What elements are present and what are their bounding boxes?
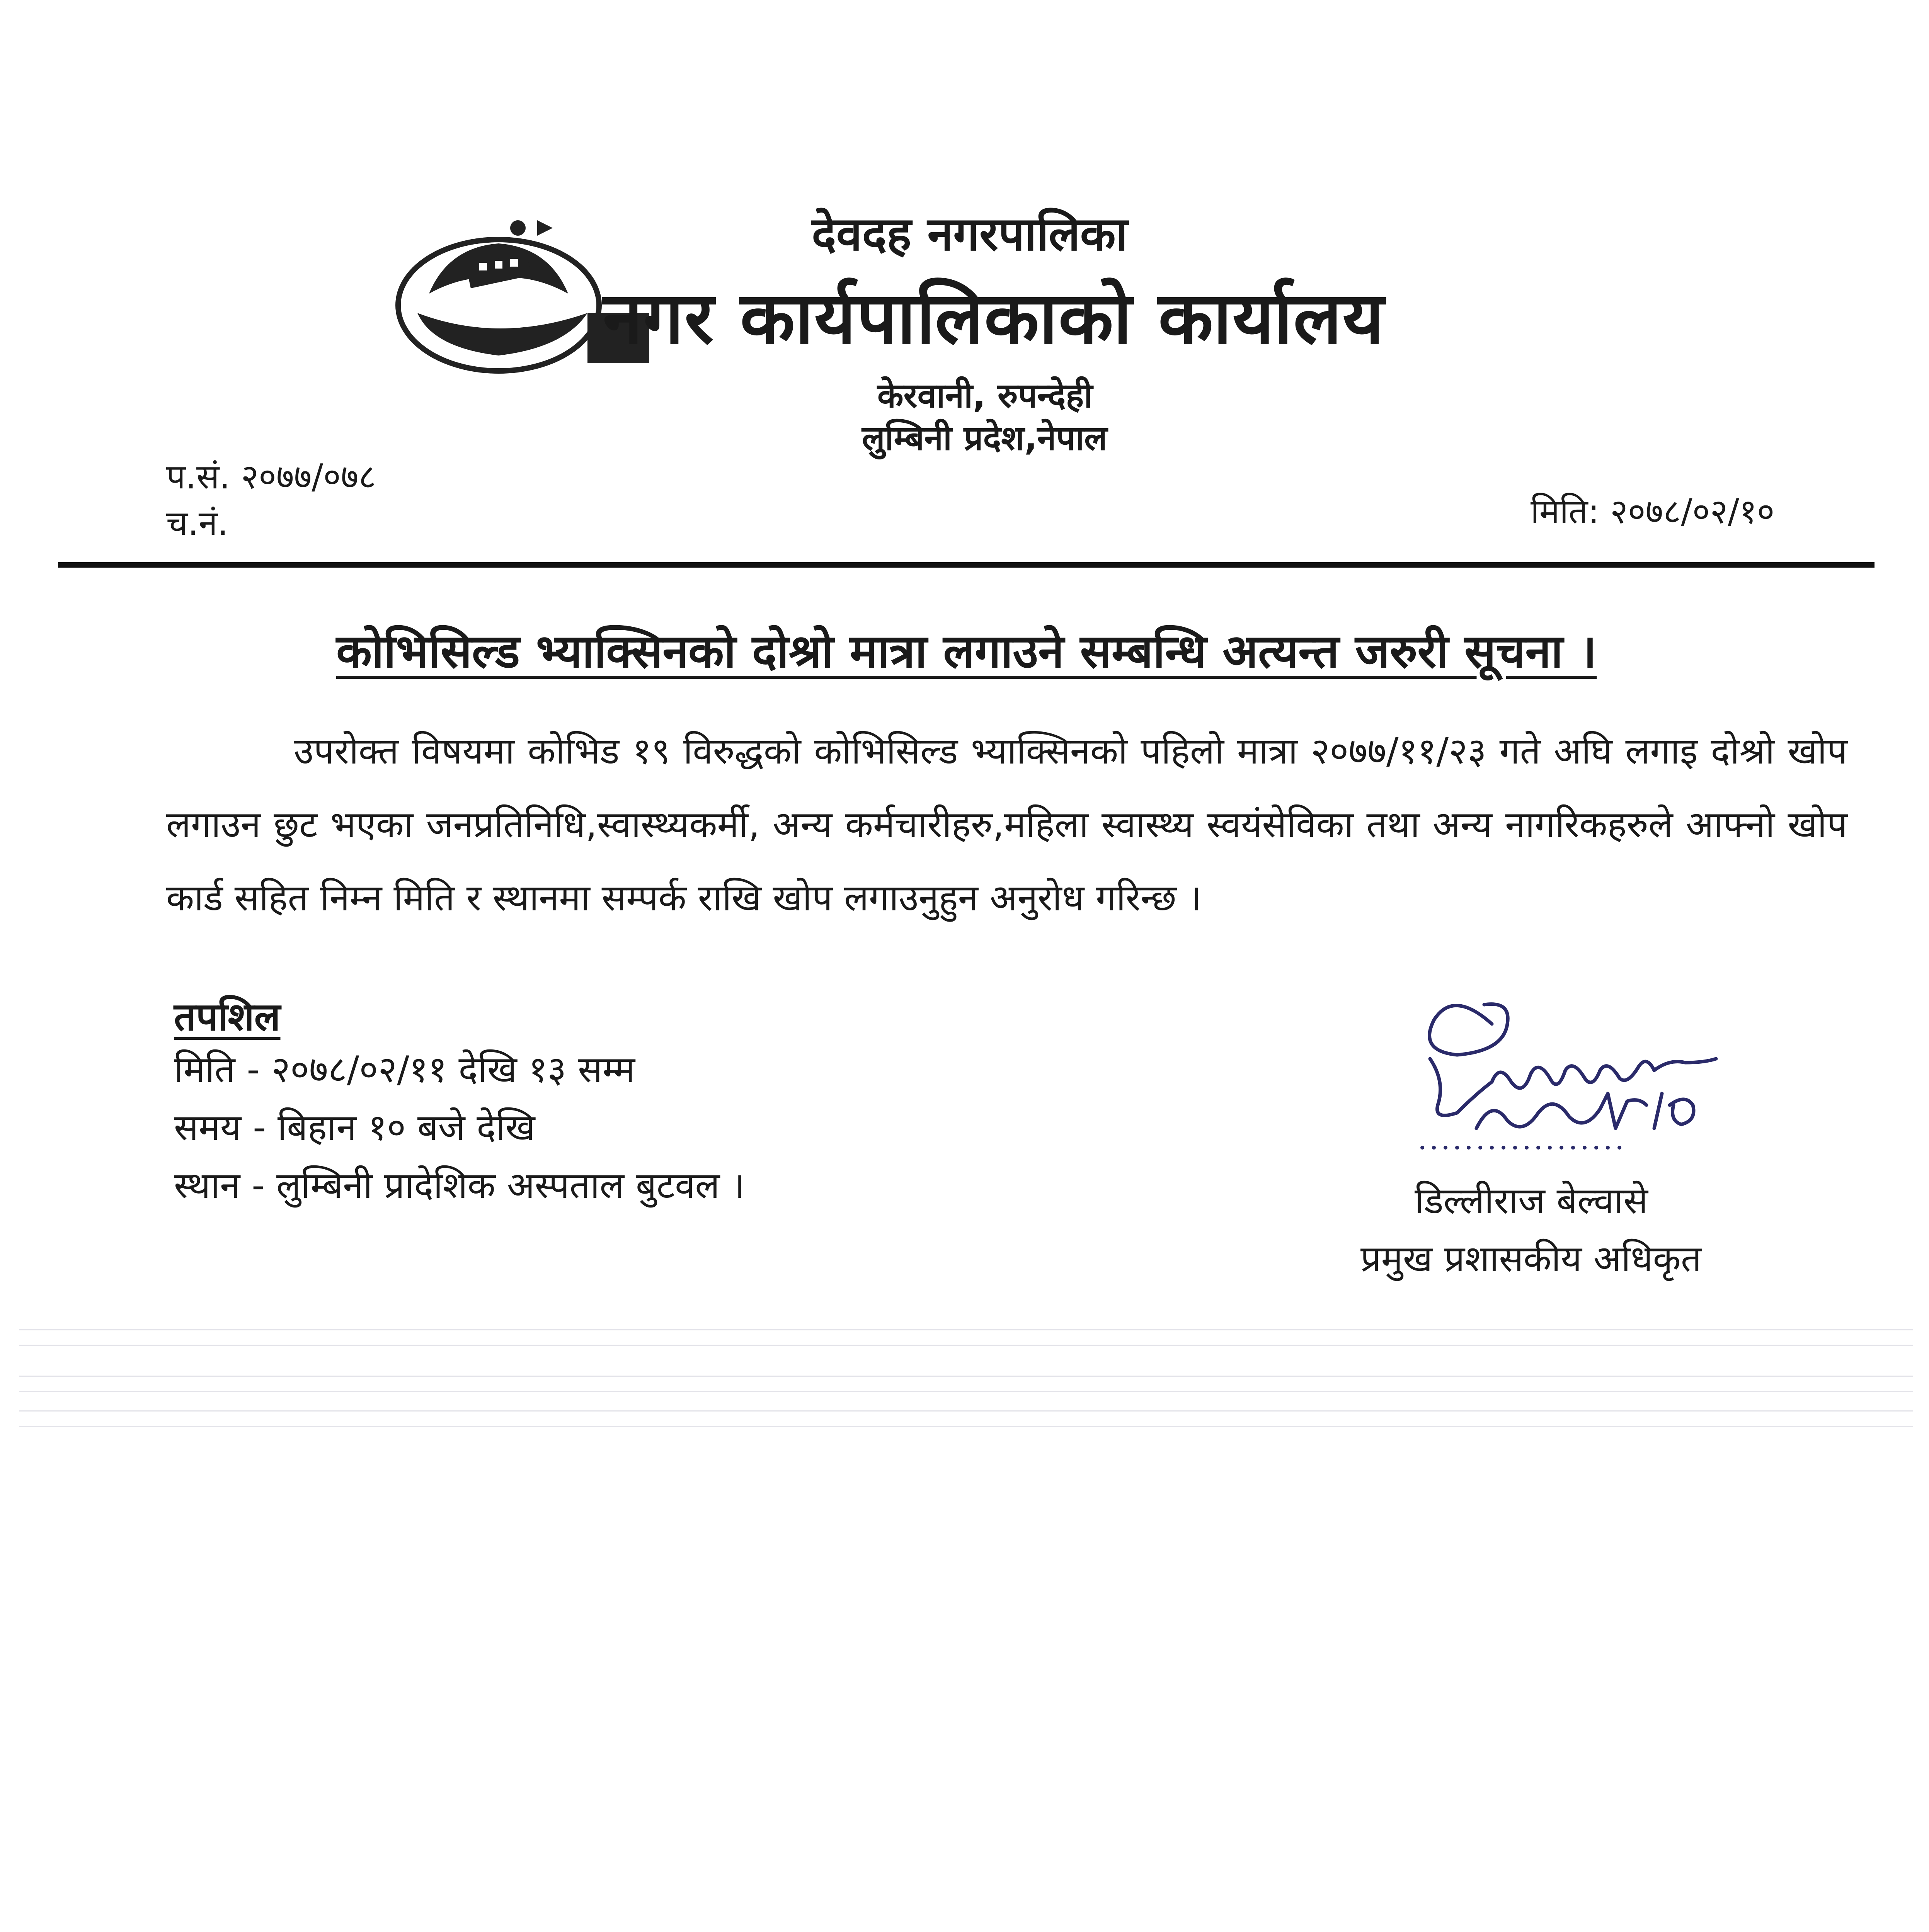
scan-artifact-line <box>19 1391 1913 1392</box>
office-name: नगर कार्यपालिकाको कार्यालय <box>603 276 1385 360</box>
address-line-2: लुम्बिनी प्रदेश,नेपाल <box>862 418 1107 458</box>
details-place: स्थान - लुम्बिनी प्रादेशिक अस्पताल बुटवल । <box>174 1165 745 1207</box>
details-time: समय - बिहान १० बजे देखि <box>174 1107 535 1149</box>
address-line-1: केरवानी, रुपन्देही <box>877 376 1093 415</box>
notice-subject: कोभिसिल्ड भ्याक्सिनको दोश्रो मात्रा लगाउने सम्बन्धि अत्यन्त जरुरी सूचना । <box>336 625 1597 679</box>
notice-body: उपरोक्त विषयमा कोभिड १९ विरुद्धको कोभिसिल्ड भ्याक्सिनको पहिलो मात्रा २०७७/११/२३ गते अघि लगाइ दोश्रो खोप लगाउन छुट भएका जनप्रतिनिधि,स्वास्थ्यकर्मी, अन्य कर्मचारीहरु,महिला स्वास्थ्य स्वयंसेविका तथा अन्य नागरिकहरुले आफ्नो खोप कार्ड सहित निम्न मिति र स्थानमा सम्पर्क राखि खोप लगाउनुहुन अनुरोध गरिन्छ । <box>166 730 1847 919</box>
scan-artifact-line <box>19 1426 1913 1427</box>
signatory-title: प्रमुख प्रशासकीय अधिकृत <box>1360 1238 1702 1280</box>
header-divider <box>58 562 1875 568</box>
letter-date: मिति: २०७८/०२/१० <box>1531 492 1775 531</box>
scan-artifact-line <box>19 1410 1913 1412</box>
scan-artifact-line <box>19 1345 1913 1346</box>
reference-number: प.सं. २०७७/०७८ <box>166 457 376 497</box>
handwritten-signature-icon <box>1376 966 1762 1167</box>
details-date: मिति - २०७८/०२/११ देखि १३ सम्म <box>174 1049 635 1091</box>
signatory-name: डिल्लीराज बेल्वासे <box>1415 1180 1648 1222</box>
scan-artifact-line <box>19 1376 1913 1377</box>
details-heading: तपशिल <box>174 994 281 1039</box>
dispatch-number: च.नं. <box>166 503 228 543</box>
scan-artifact-line <box>19 1329 1913 1330</box>
municipality-name: देवदह नगरपालिका <box>812 207 1128 261</box>
